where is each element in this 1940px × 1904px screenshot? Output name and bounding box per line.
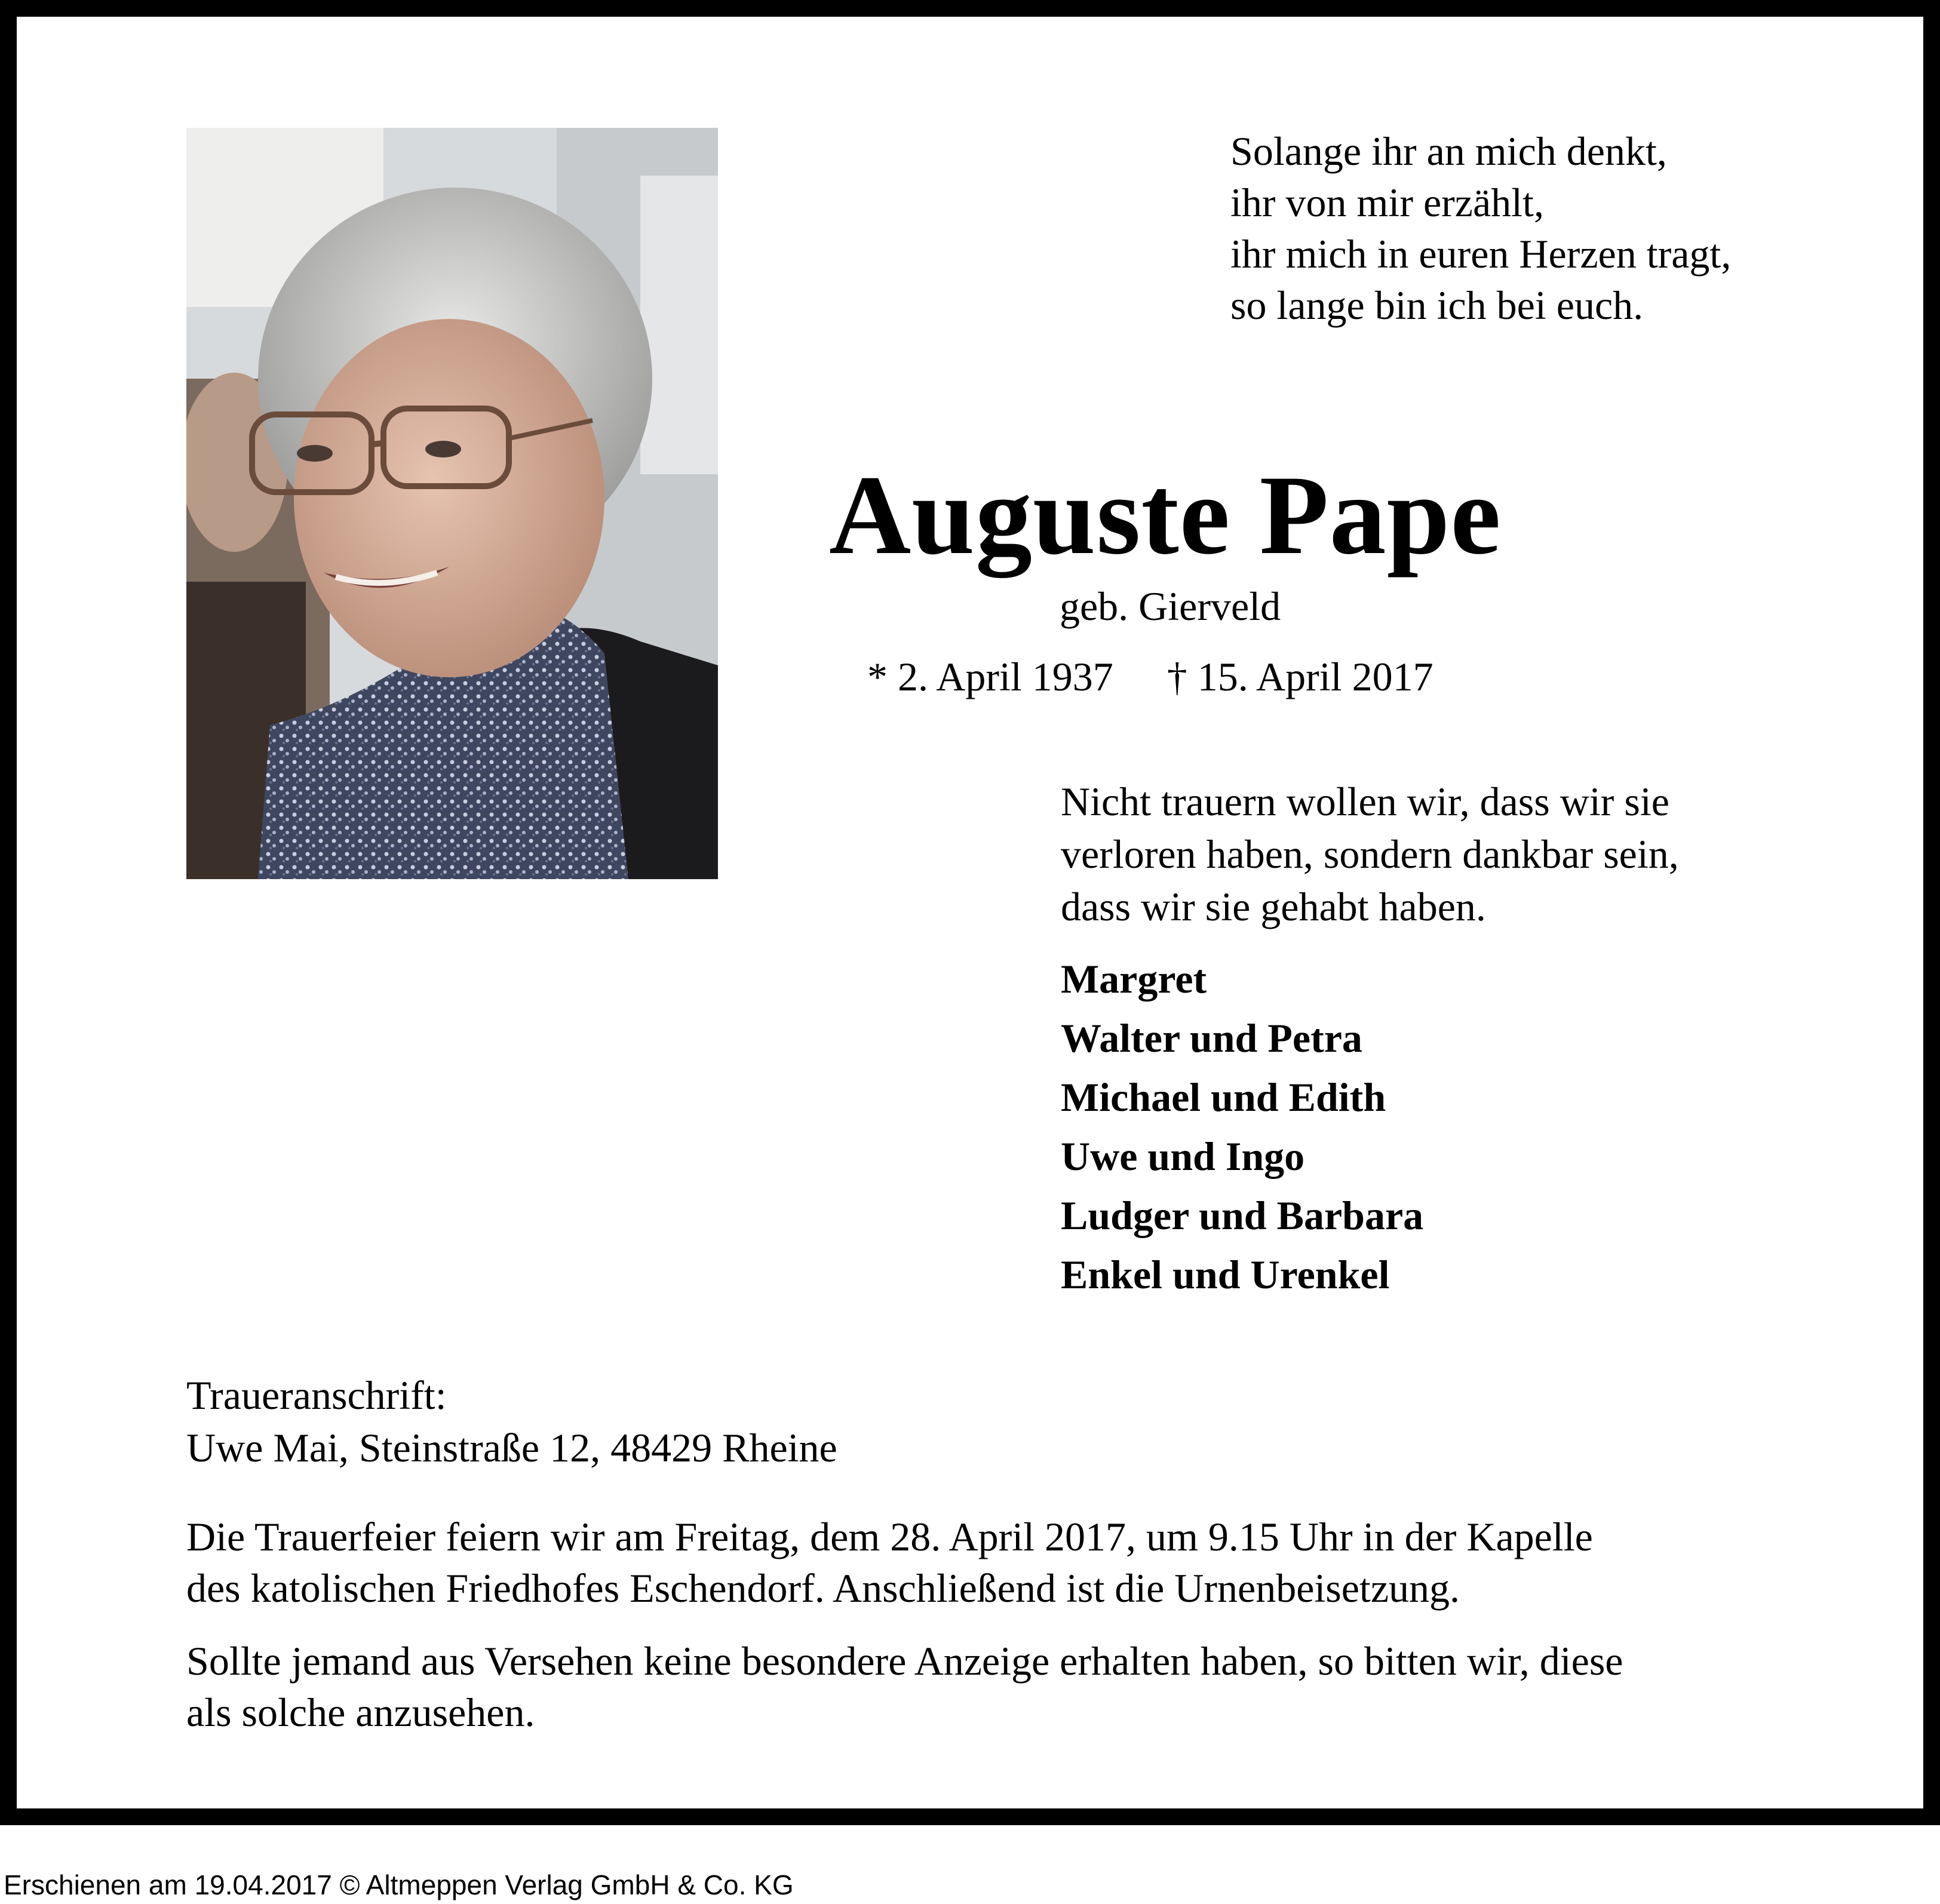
top-poem-line: ihr von mir erzählt, — [1230, 180, 1544, 225]
mourning-address — [186, 1369, 837, 1474]
portrait-image — [186, 128, 718, 879]
mourner-name: Walter und Petra — [1061, 1015, 1362, 1061]
top-poem-line: so lange bin ich bei euch. — [1230, 282, 1644, 328]
top-poem — [1230, 125, 1731, 331]
portrait-photo — [186, 128, 718, 879]
maiden-name: geb. Gierveld — [1060, 584, 1281, 629]
mourner-name: Margret — [1061, 956, 1207, 1002]
address-label: Traueranschrift: — [186, 1372, 447, 1418]
mourner-name: Ludger und Barbara — [1061, 1193, 1424, 1238]
ceremony-line: des katolischen Friedhofes Eschendorf. Anschließend ist die Urnenbeisetzung. — [186, 1565, 1460, 1611]
ceremony-line: Die Trauerfeier feiern wir am Freitag, dem 28. April 2017, um 9.15 Uhr in der Kapelle — [186, 1514, 1593, 1559]
death-date: † 15. April 2017 — [1167, 654, 1433, 699]
bottom-poem — [1061, 775, 1679, 933]
mourner-name: Michael und Edith — [1061, 1074, 1386, 1120]
bottom-poem-line: verloren haben, sondern dankbar sein, — [1061, 831, 1679, 877]
notice-text — [186, 1635, 1623, 1738]
top-poem-line: ihr mich in euren Herzen tragt, — [1230, 231, 1732, 277]
birth-date: * 2. April 1937 — [867, 654, 1113, 699]
bottom-poem-line: dass wir sie gehabt haben. — [1061, 884, 1486, 929]
publication-footer: Erschienen am 19.04.2017 © Altmeppen Verlag GmbH & Co. KG — [4, 1869, 794, 1900]
life-dates — [867, 651, 1433, 702]
top-poem-line: Solange ihr an mich denkt, — [1230, 128, 1667, 174]
mourner-name: Uwe und Ingo — [1061, 1134, 1305, 1179]
deceased-name: Auguste Pape — [829, 453, 1502, 578]
mourner-name: Enkel und Urenkel — [1061, 1252, 1390, 1297]
notice-line: Sollte jemand aus Versehen keine besondere Anzeige erhalten haben, so bitten wir, diese — [186, 1638, 1623, 1684]
bottom-poem-line: Nicht trauern wollen wir, dass wir sie — [1061, 779, 1669, 824]
funeral-ceremony-text — [186, 1511, 1593, 1614]
mourners-list — [1061, 950, 1423, 1304]
address-value: Uwe Mai, Steinstraße 12, 48429 Rheine — [186, 1425, 837, 1470]
notice-line: als solche anzusehen. — [186, 1690, 535, 1735]
